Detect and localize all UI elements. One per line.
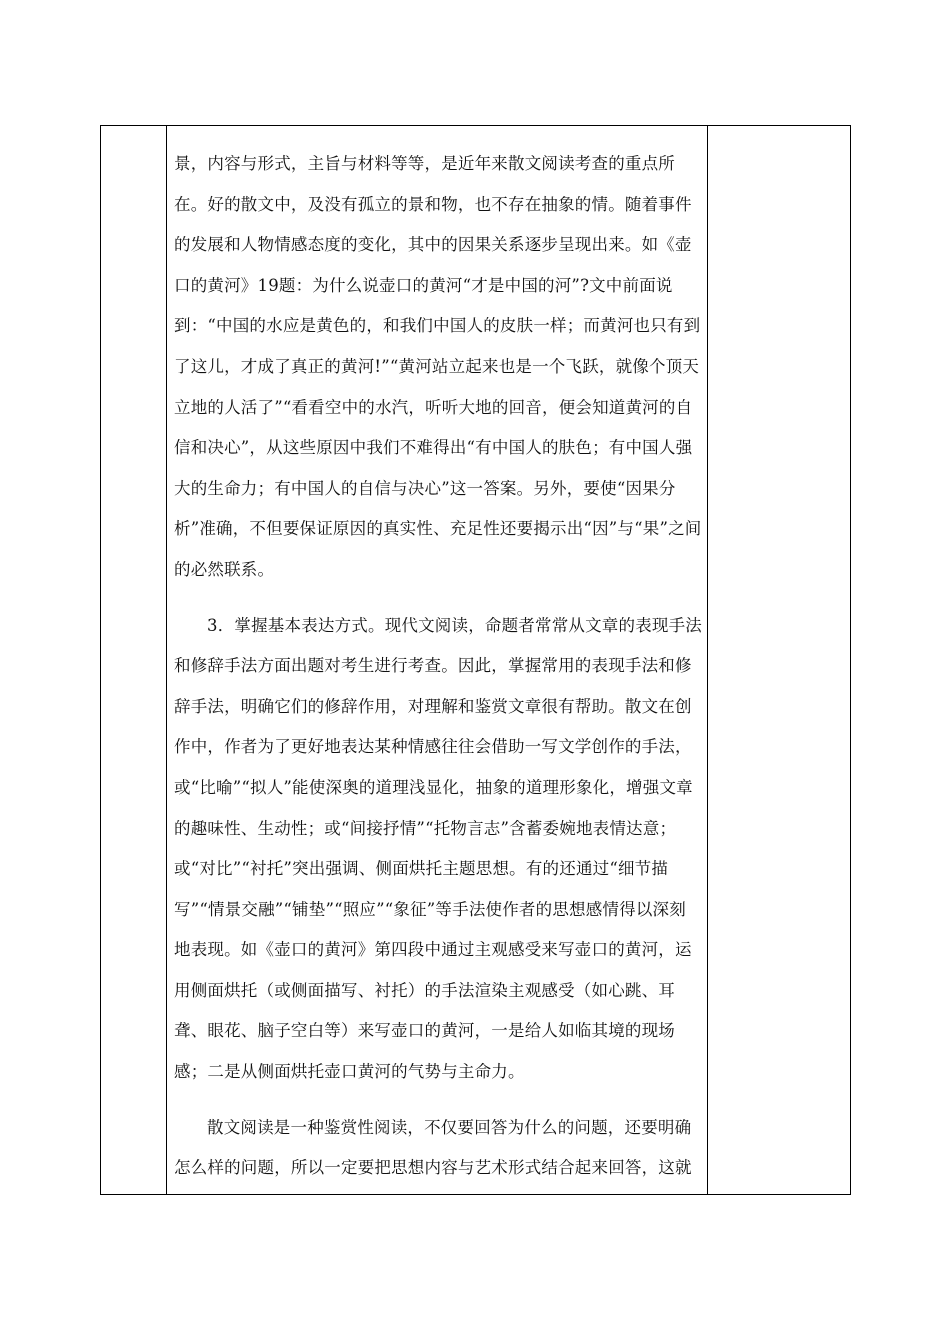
paragraph-causal-analysis: 景，内容与形式，主旨与材料等等，是近年来散文阅读考查的重点所在。好的散文中，及没有孤立的景和物，也不存在抽象的情。随着事件的发展和人物情感态度的变化，其中的因果关系逐步呈现出来。如《壶口的黄河》19题：为什么说壶口的黄河“才是中国的河”?文中前面说到：“中国的水应是黄色的，和我们中国人的皮肤一样；而黄河也只有到了这儿，才成了真正的黄河!”“黄河站立起来也是一个飞跃，就像个顶天立地的人活了”“看看空中的水汽，听听大地的回音，便会知道黄河的自信和决心”，从这些原因中我们不难得出“有中国人的肤色；有中国人强大的生命力；有中国人的自信与决心”这一答案。另外，要使“因果分析”准确，不但要保证原因的真实性、充足性还要揭示出“因”与“果”之间的必然联系。 xyxy=(174,154,702,579)
column-divider-left xyxy=(166,126,167,1194)
column-divider-right xyxy=(707,126,708,1194)
main-text-cell xyxy=(174,144,702,1189)
paragraph-appreciative-reading: 散文阅读是一种鉴赏性阅读，不仅要回答为什么的问题，还要明确怎么样的问题，所以一定要把思想内容与艺术形式结合起来回答，这就 xyxy=(174,1117,692,1178)
paragraph-expression-methods: 3．掌握基本表达方式。现代文阅读，命题者常常从文章的表现手法和修辞手法方面出题对考生进行考查。因此，掌握常用的表现手法和修辞手法，明确它们的修辞作用，对理解和鉴赏文章很有帮助。散文在创作中，作者为了更好地表达某种情感往往会借助一写文学创作的手法，或“比喻”“拟人”能使深奥的道理浅显化，抽象的道理形象化，增强文章的趣味性、生动性；或“间接抒情”“托物言志”含蓄委婉地表情达意；或“对比”“衬托”突出强调、侧面烘托主题思想。有的还通过“细节描写”“情景交融”“铺垫”“照应”“象征”等手法使作者的思想感情得以深刻地表现。如《壶口的黄河》第四段中通过主观感受来写壶口的黄河，运用侧面烘托（或侧面描写、衬托）的手法渲染主观感受（如心跳、耳聋、眼花、脑子空白等）来写壶口的黄河，一是给人如临其境的现场感；二是从侧面烘托壶口黄河的气势与主命力。 xyxy=(174,615,702,1082)
